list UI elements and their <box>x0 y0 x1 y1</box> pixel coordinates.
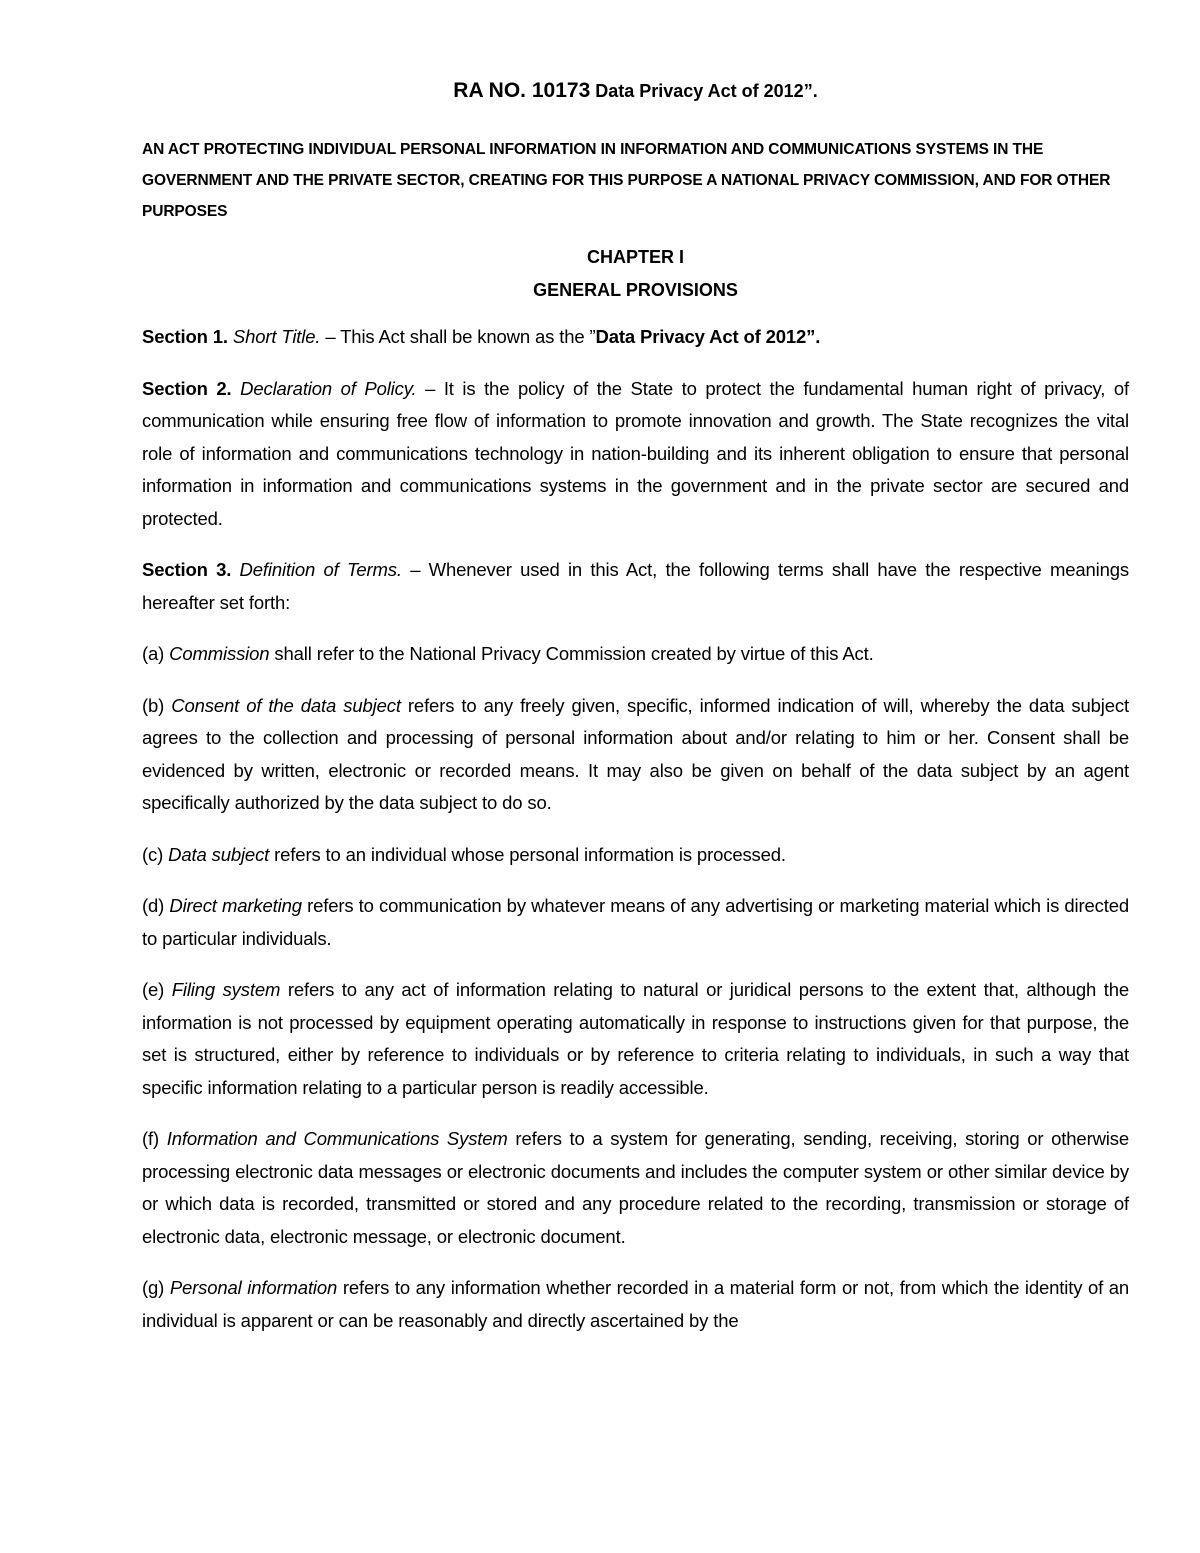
section-1 <box>142 321 1129 354</box>
definition-term: Information and Communications System <box>166 1128 508 1149</box>
section-3 <box>142 554 1129 619</box>
definition-prefix: (f) <box>142 1128 167 1149</box>
definition-d <box>142 890 1129 955</box>
section-3-text: – Whenever used in this Act, the following terms shall have the respective meanings hereafter set forth: <box>142 559 1130 613</box>
definition-prefix: (c) <box>142 843 169 865</box>
definition-text: refers to any information whether recorded in a material form or not, from which the identity of an individual is apparent or can be reasonably and directly ascertained by the <box>142 1277 1130 1331</box>
definition-term: Filing system <box>171 979 281 1000</box>
definition-f <box>142 1123 1129 1253</box>
definition-text: shall refer to the National Privacy Commission created by virtue of this Act. <box>269 643 874 664</box>
definition-term: Personal information <box>169 1277 338 1298</box>
definition-text: refers to any freely given, specific, informed indication of will, whereby the data subject agrees to the collection and processing of personal information about and/or relating to him or her. Consent shall be evidenced by written, electronic or recorded means. It may also be given on behalf of the data subject by an agent specifically authorized by the data subject to do so. <box>142 694 1129 813</box>
definition-prefix: (a) <box>142 643 170 664</box>
definition-e <box>142 974 1129 1104</box>
definition-g <box>142 1272 1129 1337</box>
document-page <box>142 76 1129 1337</box>
section-2-label: Section 2. <box>142 377 232 399</box>
definition-term: Consent of the data subject <box>171 694 401 716</box>
definition-c <box>142 839 1129 872</box>
definition-term: Commission <box>169 643 270 664</box>
definition-term: Direct marketing <box>169 895 302 916</box>
definition-a <box>142 638 1129 671</box>
title-main: RA NO. 10173 <box>453 79 591 102</box>
chapter-heading <box>142 241 1129 307</box>
section-2-text: – It is the policy of the State to protect the fundamental human right of privacy, of communication while ensuring free flow of information to promote innovation and growth. The State recognizes the vital role of information and communications technology in nation-building and its inherent obligation to ensure that personal information in information and communications systems in the government and in the private sector are secured and protected. <box>142 377 1129 529</box>
definition-prefix: (e) <box>142 979 172 1000</box>
definition-text: refers to communication by whatever means of any advertising or marketing material which is directed to particular individuals. <box>142 895 1129 949</box>
definition-text: refers to an individual whose personal information is processed. <box>269 843 786 865</box>
definition-b <box>142 690 1129 820</box>
section-3-label: Section 3. <box>142 559 232 580</box>
title-sub: Data Privacy Act of 2012”. <box>590 81 818 101</box>
definition-text: refers to a system for generating, sending, receiving, storing or otherwise processing electronic data messages or electronic documents and includes the computer system or other similar device by or which data is recorded, transmitted or stored and any procedure related to the recording, transmission or storage of electronic data, electronic message, or electronic document. <box>142 1128 1129 1247</box>
section-1-act-name: Data Privacy Act of 2012”. <box>595 326 821 347</box>
chapter-title: GENERAL PROVISIONS <box>533 280 738 300</box>
section-2-title: Declaration of Policy. <box>240 377 417 399</box>
section-2 <box>142 373 1129 536</box>
section-1-label: Section 1. <box>142 326 228 347</box>
section-1-text: – This Act shall be known as the ” <box>320 326 596 347</box>
section-1-title: Short Title. <box>232 326 321 347</box>
definition-prefix: (d) <box>142 895 170 916</box>
definition-prefix: (b) <box>142 694 172 716</box>
act-heading: AN ACT PROTECTING INDIVIDUAL PERSONAL INFORMATION IN INFORMATION AND COMMUNICATIONS SYSTEMS IN THE GOVERNMENT AND THE PRIVATE SECTOR, CREATING FOR THIS PURPOSE A NATIONAL PRIVACY COMMISSION, AND FOR OTHER PURPOSES <box>142 141 1111 220</box>
section-3-title: Definition of Terms. <box>239 559 402 580</box>
chapter-number: CHAPTER I <box>586 247 684 267</box>
document-title <box>142 76 1129 106</box>
definition-term: Data subject <box>168 843 270 865</box>
definition-text: refers to any act of information relating to natural or juridical persons to the extent that, although the information is not processed by equipment operating automatically in response to instructions given for that purpose, the set is structured, either by reference to individuals or by reference to criteria relating to individuals, in such a way that specific information relating to a particular person is readily accessible. <box>142 979 1129 1098</box>
definition-prefix: (g) <box>142 1277 170 1298</box>
